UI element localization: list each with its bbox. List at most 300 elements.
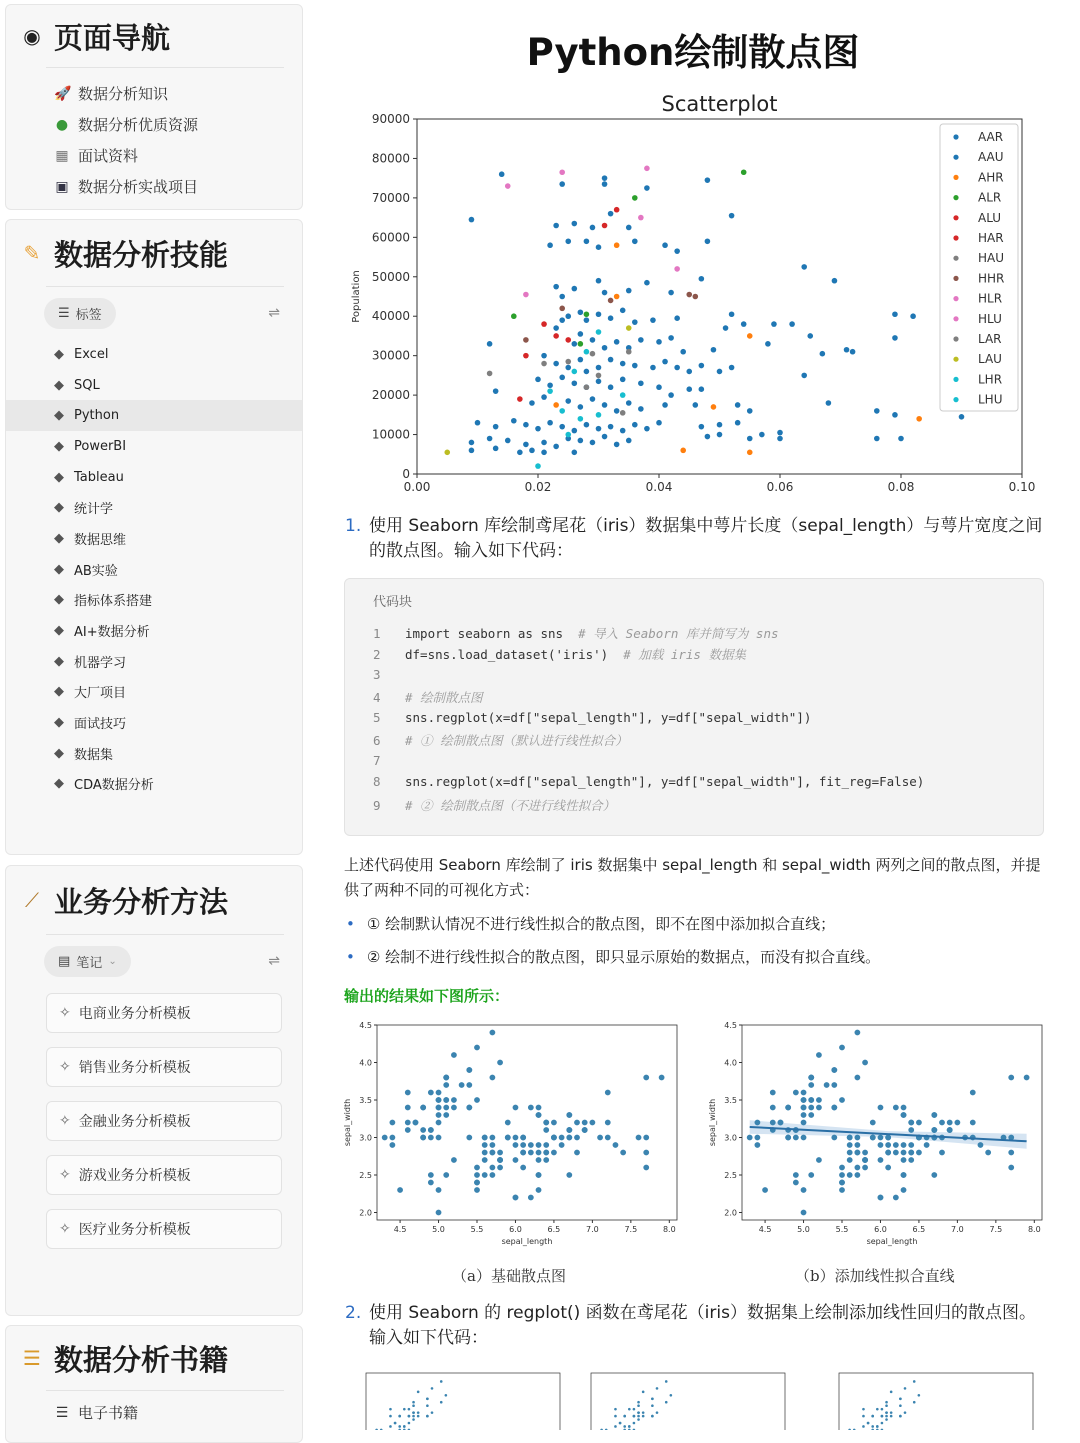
y-tick-label: 2.0 [724,1208,737,1218]
books-panel-header [6,1326,302,1390]
legend-marker [953,377,958,382]
list-icon: ☰ [58,305,70,321]
code-text: sns.regplot(x=df["sepal_length"], y=df["sepal_width"]) [405,710,812,725]
data-point [899,1397,902,1400]
tag-filter-label: 标签 [75,307,102,323]
template-card[interactable] [46,1101,282,1141]
tag-item[interactable] [6,554,302,585]
data-point [608,424,614,430]
data-point [633,1408,636,1411]
tag-item[interactable] [6,523,302,554]
data-point [885,1411,888,1414]
data-point [523,337,529,343]
tag-item[interactable] [6,585,302,616]
data-point [566,1135,572,1141]
data-point [475,420,481,426]
tag-label: SQL [74,377,100,393]
y-tick-label: 20000 [371,388,410,403]
data-point [878,1105,884,1111]
data-point [469,217,475,223]
data-point [489,1172,495,1178]
data-point [651,1404,654,1407]
data-point [832,278,838,284]
data-point [871,1425,874,1428]
data-point [793,1180,799,1186]
data-point [638,380,644,386]
data-point [650,317,656,323]
data-point [626,438,632,444]
data-point [523,353,529,359]
legend-label: LHU [978,392,1003,407]
nav-panel [5,4,303,210]
data-point [674,365,680,371]
data-point [578,357,584,363]
data-point [899,1404,902,1407]
data-point [924,1142,930,1148]
data-point [885,1165,891,1171]
x-tick-label: 6.5 [912,1225,926,1234]
data-point [711,347,717,353]
data-point [536,1112,542,1118]
note-filter-button[interactable] [44,946,131,977]
plot-frame [742,1025,1042,1220]
nav-panel-title: 页面导航 [54,20,171,55]
data-point [451,1052,457,1058]
code-comment: # 导入 Seaborn 库并简写为 sns [578,626,779,641]
tag-item[interactable] [6,339,302,370]
y-tick-label: 4.0 [359,1058,372,1068]
data-point [451,1097,457,1103]
data-point [536,1105,542,1111]
x-axis-label: sepal_length [501,1237,553,1246]
data-point [578,404,584,410]
data-point [620,410,626,416]
data-point [474,1172,480,1178]
summary-paragraph: 上述代码使用 Seaborn 库绘制了 iris 数据集中 sepal_length 和 sepal_width 两列之间的散点图，并提供了两种不同的可视化方式： [344,856,1041,899]
data-point [596,244,602,250]
data-point [747,333,753,339]
nav-item[interactable] [6,109,302,140]
data-point [436,1090,442,1096]
data-point [566,1127,572,1133]
x-tick-label: 8.0 [662,1225,676,1234]
data-point [559,375,565,381]
data-point [523,422,529,428]
data-point [489,1150,495,1156]
data-point [668,335,674,341]
data-point [559,306,565,312]
x-tick-label: 0.10 [1008,480,1036,494]
tag-item[interactable] [6,462,302,493]
data-point [847,1135,853,1141]
data-point [578,416,584,422]
data-point [665,1401,668,1404]
data-point [389,1135,395,1141]
data-point [536,1187,542,1193]
tag-label: 数据思维 [74,532,127,548]
data-point [565,238,571,244]
data-point [637,1418,640,1421]
tag-item[interactable] [6,738,302,769]
step-1-text: 使用 Seaborn 库绘制鸢尾花（iris）数据集中萼片长度（sepal_length）与萼片宽度之间的散点图。输入如下代码： [369,516,1043,561]
legend-marker [953,336,958,341]
data-point [699,276,705,282]
data-point [436,1187,442,1193]
data-point [711,404,717,410]
code-text: import seaborn as sns [405,626,564,641]
data-point [801,1210,807,1216]
data-point [901,1150,907,1156]
data-point [529,448,535,454]
y-tick-label: 90000 [371,112,410,126]
data-point [608,315,614,321]
data-point [469,440,475,446]
data-point [536,1142,542,1148]
data-point [412,1415,415,1418]
data-point [892,412,898,418]
data-point [590,440,596,446]
nav-item[interactable] [6,78,302,109]
data-point [413,1120,419,1126]
data-point [801,1097,807,1103]
data-point [931,1172,937,1178]
note-icon: ▤ [58,953,71,969]
tag-item[interactable] [6,492,302,523]
step-1 [345,514,1045,564]
data-point [389,1408,392,1411]
data-point [582,1127,588,1133]
data-point [970,1090,976,1096]
data-point [541,450,547,456]
code-comment: # ① 绘制散点图（默认进行线性拟合） [405,733,628,748]
y-tick-label: 10000 [371,427,410,442]
data-point [614,1425,617,1428]
code-line [373,731,628,752]
data-point [398,1415,401,1418]
tag-label: AI+数据分析 [74,625,150,641]
data-point [482,1142,488,1148]
data-point [614,294,620,300]
data-point [428,1135,434,1141]
data-point [680,448,686,454]
data-point [901,1142,907,1148]
data-point [547,242,553,248]
data-point [686,369,692,375]
data-point [651,1397,654,1400]
data-point [885,1404,888,1407]
data-point [608,298,614,304]
data-point [489,1030,495,1036]
data-point [847,1172,853,1178]
data-point [885,1142,891,1148]
tag-icon: ◆ [54,530,64,546]
data-point [565,432,571,438]
data-point [876,1408,879,1411]
tag-icon: ◆ [54,684,64,700]
methods-panel-header [6,866,302,934]
tag-icon: ◆ [54,408,64,424]
tag-item[interactable] [6,646,302,677]
data-point [565,398,571,404]
data-point [523,292,529,298]
data-point [574,1135,580,1141]
data-point [939,1150,945,1156]
data-point [662,402,668,408]
settings-toggle-icon[interactable]: ⇌ [268,953,280,969]
data-point [885,1415,888,1418]
data-point [674,248,680,254]
legend-label: ALU [978,210,1002,225]
skills-panel-header [6,220,302,286]
data-point [428,1127,434,1133]
x-tick-label: 5.0 [432,1225,445,1234]
data-point [717,422,723,428]
data-point [808,1075,814,1081]
data-point [505,1120,511,1126]
data-point [637,1404,640,1407]
data-point [614,242,620,248]
data-point [596,311,602,317]
data-point [901,1172,907,1178]
data-point [674,266,680,272]
data-point [572,341,578,347]
data-point [931,1112,937,1118]
data-point [878,1142,884,1148]
data-point [440,1380,443,1383]
step-2-number: 2. [345,1303,362,1323]
pencil-icon: ✎ [23,241,41,265]
tag-item[interactable] [6,370,302,401]
legend-marker [953,195,958,200]
iris-scatter-chart-b [705,1015,1045,1255]
data-point [901,1157,907,1163]
tag-item[interactable] [6,615,302,646]
data-point [559,424,565,430]
tag-item[interactable] [6,677,302,708]
data-point [511,418,517,424]
data-point [505,183,511,189]
y-tick-label: 3.5 [724,1096,737,1105]
nav-item-label: 面试资料 [78,147,139,165]
data-point [614,442,620,448]
data-point [705,238,711,244]
data-point [862,1408,865,1411]
template-card[interactable] [46,1047,282,1087]
data-point [417,1415,420,1418]
code-line [373,774,924,795]
data-point [847,1157,853,1163]
data-point [674,315,680,321]
caption-b: （b）添加线性拟合直线 [795,1267,955,1285]
magic-wand-icon: ✧ [59,1167,71,1183]
data-point [854,1142,860,1148]
template-card[interactable] [46,993,282,1033]
data-point [644,280,650,286]
data-point [559,181,565,187]
data-point [497,1060,503,1066]
data-point [854,1172,860,1178]
data-point [754,1142,760,1148]
data-point [589,1120,595,1126]
settings-toggle-icon[interactable]: ⇌ [268,305,280,321]
data-point [680,349,686,355]
skills-panel-title: 数据分析技能 [54,237,229,272]
data-point [717,432,723,438]
tag-filter-button[interactable] [44,298,116,329]
data-point [839,1097,845,1103]
data-point [876,1425,879,1428]
x-tick-label: 4.5 [393,1225,407,1234]
template-card[interactable] [46,1155,282,1195]
data-point [551,1135,557,1141]
x-tick-label: 5.5 [470,1225,484,1234]
data-point [578,309,584,315]
chart-title: Scatterplot [661,92,778,116]
data-point [885,1150,891,1156]
data-point [908,1120,914,1126]
data-point [578,331,584,337]
data-point [520,1142,526,1148]
data-point [584,317,590,323]
data-point [551,1150,557,1156]
data-point [451,1157,457,1163]
template-label: 游戏业务分析模板 [78,1168,191,1184]
data-point [520,1150,526,1156]
tag-label: Python [74,408,120,424]
y-tick-label: 4.5 [724,1021,737,1030]
skills-panel [5,219,303,855]
book-item[interactable] [6,1397,302,1428]
tag-item[interactable] [6,431,302,462]
tag-item[interactable] [6,769,302,800]
data-point [482,1135,488,1141]
x-tick-label: 0.08 [887,480,915,494]
data-point [497,1157,503,1163]
data-point [762,1187,768,1193]
data-point [565,337,571,343]
data-point [1008,1075,1014,1081]
line-number: 8 [373,774,381,789]
data-point [547,388,553,394]
data-point [487,371,493,377]
data-point [535,463,541,469]
template-card[interactable] [46,1209,282,1249]
data-point [565,359,571,365]
data-point [862,1165,868,1171]
line-number: 9 [373,798,381,813]
data-point [808,1097,814,1103]
data-point [871,1415,874,1418]
data-point [417,1391,420,1394]
data-point [759,432,765,438]
note-filter-row [6,935,302,987]
data-point [596,426,602,432]
data-point [389,1415,392,1418]
data-point [874,408,880,414]
x-tick-label: 7.0 [951,1225,964,1234]
data-point [741,169,747,175]
tag-label: 机器学习 [74,655,127,671]
template-label: 医疗业务分析模板 [78,1222,191,1238]
tag-icon: ◆ [54,776,64,792]
code-gap [563,626,578,641]
methods-panel-title: 业务分析方法 [54,884,229,919]
x-tick-label: 5.0 [797,1225,810,1234]
x-tick-label: 6.0 [874,1225,887,1234]
data-point [408,1422,411,1425]
data-point [443,1075,449,1081]
data-point [801,1112,807,1118]
data-point [633,1422,636,1425]
data-point [729,311,735,317]
data-point [493,446,499,452]
data-point [735,420,741,426]
data-point [638,337,644,343]
data-point [440,1401,443,1404]
data-point [443,1172,449,1178]
data-point [699,363,705,369]
data-point [553,361,559,367]
tag-item[interactable] [6,400,302,431]
data-point [793,1172,799,1178]
data-point [638,215,644,221]
data-point [619,1422,622,1425]
methods-panel [5,865,303,1316]
caption-a: （a）基础散点图 [452,1267,566,1285]
data-point [656,384,662,390]
data-point [628,1425,631,1428]
data-point [729,213,735,219]
data-point [854,1075,860,1081]
code-comment: # ② 绘制散点图（不进行线性拟合） [405,798,616,813]
code-block[interactable] [344,578,1044,836]
data-point [908,1157,914,1163]
data-point [541,321,547,327]
data-point [913,1401,916,1404]
data-point [793,1090,799,1096]
tag-item[interactable] [6,707,302,738]
floppy-icon: ▣ [55,178,69,195]
data-point [553,333,559,339]
data-point [816,1097,822,1103]
book-label: 电子书籍 [78,1404,139,1422]
data-point [954,1120,960,1126]
data-point [474,1045,480,1051]
line-number: 7 [373,753,381,768]
data-point [693,402,699,408]
data-point [553,223,559,229]
data-point [918,1394,921,1397]
data-point [816,1052,822,1058]
line-number: 2 [373,647,381,662]
data-point [469,448,475,454]
data-point [850,349,856,355]
data-point [626,325,632,331]
data-point [893,1142,899,1148]
data-point [493,424,499,430]
data-point [729,365,735,371]
thumbnail-chart-2 [577,1370,787,1430]
magic-wand-icon: ✧ [59,1005,71,1021]
x-tick-label: 5.5 [835,1225,849,1234]
data-point [466,1067,472,1073]
bullet-item [346,946,1046,967]
data-point [565,365,571,371]
nav-item[interactable] [6,171,302,202]
data-point [939,1120,945,1126]
legend-label: AAR [978,130,1004,144]
nav-item[interactable] [6,140,302,171]
